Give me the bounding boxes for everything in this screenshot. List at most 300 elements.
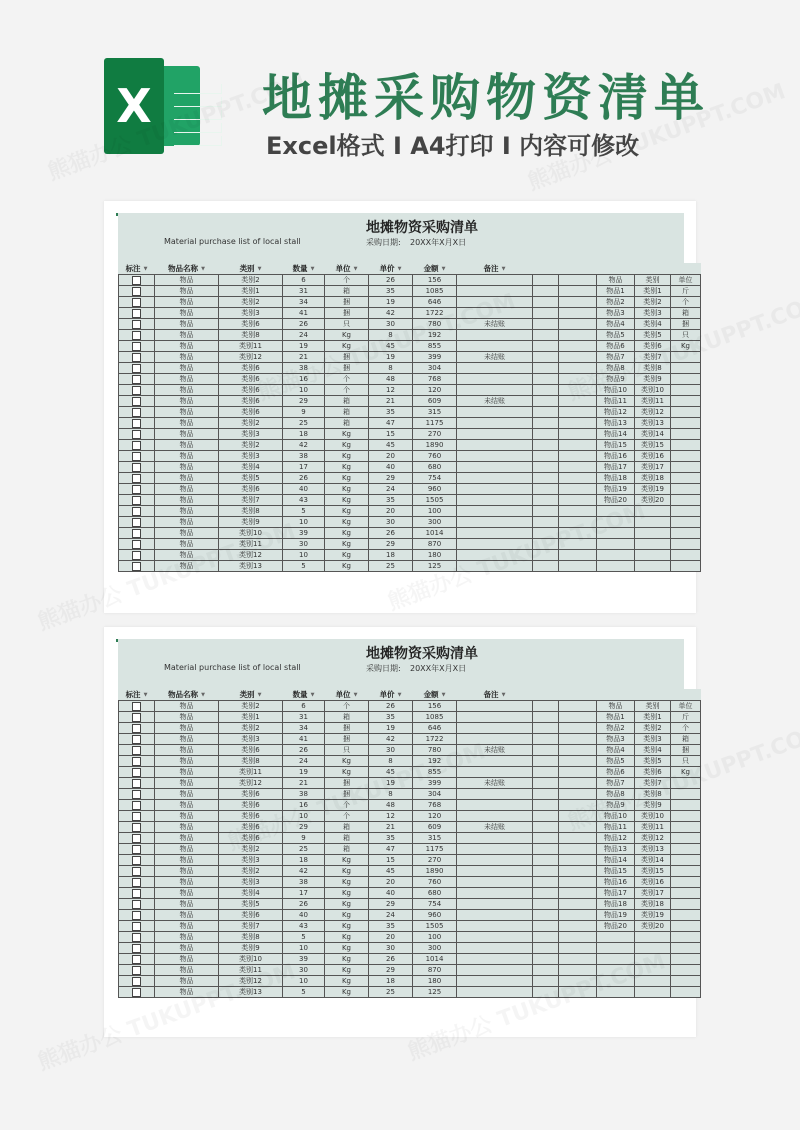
cell-cat[interactable]: 类别6 bbox=[219, 385, 283, 396]
cell-amount[interactable]: 180 bbox=[413, 550, 457, 561]
side-cell-unit[interactable] bbox=[671, 789, 701, 800]
cell-unit[interactable]: Kg bbox=[325, 767, 369, 778]
side-cell-unit[interactable] bbox=[671, 528, 701, 539]
cell-qty[interactable]: 39 bbox=[283, 528, 325, 539]
mark-checkbox-cell[interactable] bbox=[119, 308, 155, 319]
side-cell-category[interactable]: 类别15 bbox=[635, 440, 671, 451]
cell-name[interactable]: 物品 bbox=[155, 954, 219, 965]
cell-cat[interactable]: 类别12 bbox=[219, 352, 283, 363]
cell-qty[interactable]: 10 bbox=[283, 517, 325, 528]
side-cell-category[interactable] bbox=[635, 932, 671, 943]
cell-name[interactable]: 物品 bbox=[155, 374, 219, 385]
mark-checkbox-cell[interactable] bbox=[119, 910, 155, 921]
cell-qty[interactable]: 18 bbox=[283, 855, 325, 866]
mark-checkbox-cell[interactable] bbox=[119, 319, 155, 330]
mark-checkbox-cell[interactable] bbox=[119, 866, 155, 877]
cell-empty[interactable] bbox=[533, 374, 559, 385]
side-cell-unit[interactable] bbox=[671, 899, 701, 910]
cell-empty[interactable] bbox=[533, 352, 559, 363]
cell-cat[interactable]: 类别12 bbox=[219, 778, 283, 789]
cell-name[interactable]: 物品 bbox=[155, 484, 219, 495]
cell-amount[interactable]: 399 bbox=[413, 778, 457, 789]
cell-cat[interactable]: 类别3 bbox=[219, 734, 283, 745]
mark-checkbox-cell[interactable] bbox=[119, 561, 155, 572]
mark-checkbox-cell[interactable] bbox=[119, 888, 155, 899]
cell-qty[interactable]: 21 bbox=[283, 352, 325, 363]
cell-qty[interactable]: 10 bbox=[283, 976, 325, 987]
mark-checkbox-cell[interactable] bbox=[119, 987, 155, 998]
side-cell-item[interactable] bbox=[597, 976, 635, 987]
cell-qty[interactable]: 5 bbox=[283, 561, 325, 572]
cell-qty[interactable]: 29 bbox=[283, 396, 325, 407]
cell-qty[interactable]: 26 bbox=[283, 899, 325, 910]
side-cell-category[interactable]: 类别4 bbox=[635, 319, 671, 330]
cell-price[interactable]: 18 bbox=[369, 976, 413, 987]
cell-note[interactable] bbox=[457, 418, 533, 429]
side-cell-category[interactable]: 类别2 bbox=[635, 297, 671, 308]
side-cell-category[interactable] bbox=[635, 539, 671, 550]
cell-empty[interactable] bbox=[533, 723, 559, 734]
cell-empty[interactable] bbox=[559, 330, 597, 341]
cell-note[interactable] bbox=[457, 429, 533, 440]
filter-dropdown-icon[interactable]: ▼ bbox=[397, 692, 402, 698]
cell-note[interactable] bbox=[457, 462, 533, 473]
side-cell-item[interactable] bbox=[597, 506, 635, 517]
cell-empty[interactable] bbox=[533, 385, 559, 396]
cell-amount[interactable]: 120 bbox=[413, 385, 457, 396]
side-cell-item[interactable]: 物品3 bbox=[597, 734, 635, 745]
cell-price[interactable]: 15 bbox=[369, 429, 413, 440]
side-cell-category[interactable]: 类别19 bbox=[635, 910, 671, 921]
cell-note[interactable] bbox=[457, 363, 533, 374]
cell-amount[interactable]: 680 bbox=[413, 462, 457, 473]
side-cell-category[interactable]: 类别20 bbox=[635, 495, 671, 506]
mark-checkbox-cell[interactable] bbox=[119, 451, 155, 462]
cell-qty[interactable]: 24 bbox=[283, 330, 325, 341]
cell-price[interactable]: 19 bbox=[369, 352, 413, 363]
cell-cat[interactable]: 类别4 bbox=[219, 462, 283, 473]
side-cell-item[interactable]: 物品2 bbox=[597, 297, 635, 308]
mark-checkbox-cell[interactable] bbox=[119, 976, 155, 987]
cell-cat[interactable]: 类别3 bbox=[219, 429, 283, 440]
side-cell-unit[interactable]: 只 bbox=[671, 756, 701, 767]
mark-checkbox-cell[interactable] bbox=[119, 723, 155, 734]
side-cell-unit[interactable] bbox=[671, 976, 701, 987]
cell-empty[interactable] bbox=[533, 341, 559, 352]
cell-unit[interactable]: 捆 bbox=[325, 363, 369, 374]
cell-cat[interactable]: 类别12 bbox=[219, 550, 283, 561]
cell-empty[interactable] bbox=[533, 275, 559, 286]
cell-cat[interactable]: 类别2 bbox=[219, 701, 283, 712]
cell-name[interactable]: 物品 bbox=[155, 822, 219, 833]
cell-empty[interactable] bbox=[533, 877, 559, 888]
cell-note[interactable]: 未结账 bbox=[457, 396, 533, 407]
cell-empty[interactable] bbox=[559, 844, 597, 855]
cell-empty[interactable] bbox=[533, 756, 559, 767]
side-cell-item[interactable] bbox=[597, 539, 635, 550]
cell-note[interactable] bbox=[457, 888, 533, 899]
cell-name[interactable]: 物品 bbox=[155, 910, 219, 921]
side-cell-unit[interactable] bbox=[671, 877, 701, 888]
cell-empty[interactable] bbox=[533, 561, 559, 572]
cell-unit[interactable]: 捆 bbox=[325, 297, 369, 308]
cell-name[interactable]: 物品 bbox=[155, 341, 219, 352]
cell-qty[interactable]: 6 bbox=[283, 701, 325, 712]
side-cell-unit[interactable] bbox=[671, 451, 701, 462]
cell-cat[interactable]: 类别2 bbox=[219, 297, 283, 308]
cell-cat[interactable]: 类别6 bbox=[219, 789, 283, 800]
mark-checkbox-cell[interactable] bbox=[119, 855, 155, 866]
cell-empty[interactable] bbox=[559, 286, 597, 297]
checkbox[interactable] bbox=[132, 944, 141, 953]
cell-amount[interactable]: 270 bbox=[413, 855, 457, 866]
checkbox[interactable] bbox=[132, 452, 141, 461]
mark-checkbox-cell[interactable] bbox=[119, 429, 155, 440]
checkbox[interactable] bbox=[132, 988, 141, 997]
cell-empty[interactable] bbox=[533, 822, 559, 833]
side-cell-unit[interactable] bbox=[671, 888, 701, 899]
cell-cat[interactable]: 类别2 bbox=[219, 440, 283, 451]
mark-checkbox-cell[interactable] bbox=[119, 778, 155, 789]
cell-qty[interactable]: 38 bbox=[283, 877, 325, 888]
cell-amount[interactable]: 768 bbox=[413, 374, 457, 385]
cell-cat[interactable]: 类别1 bbox=[219, 712, 283, 723]
checkbox[interactable] bbox=[132, 845, 141, 854]
mark-checkbox-cell[interactable] bbox=[119, 539, 155, 550]
cell-price[interactable]: 35 bbox=[369, 921, 413, 932]
cell-empty[interactable] bbox=[559, 789, 597, 800]
cell-name[interactable]: 物品 bbox=[155, 800, 219, 811]
cell-note[interactable] bbox=[457, 506, 533, 517]
cell-empty[interactable] bbox=[559, 385, 597, 396]
cell-qty[interactable]: 34 bbox=[283, 723, 325, 734]
cell-qty[interactable]: 5 bbox=[283, 932, 325, 943]
side-cell-category[interactable] bbox=[635, 517, 671, 528]
mark-checkbox-cell[interactable] bbox=[119, 407, 155, 418]
cell-unit[interactable]: 箱 bbox=[325, 407, 369, 418]
cell-empty[interactable] bbox=[533, 800, 559, 811]
mark-checkbox-cell[interactable] bbox=[119, 418, 155, 429]
side-cell-category[interactable]: 类别12 bbox=[635, 833, 671, 844]
mark-checkbox-cell[interactable] bbox=[119, 517, 155, 528]
cell-unit[interactable]: 个 bbox=[325, 374, 369, 385]
cell-note[interactable] bbox=[457, 976, 533, 987]
side-cell-item[interactable] bbox=[597, 943, 635, 954]
cell-empty[interactable] bbox=[533, 506, 559, 517]
cell-note[interactable] bbox=[457, 484, 533, 495]
cell-empty[interactable] bbox=[559, 866, 597, 877]
cell-note[interactable] bbox=[457, 877, 533, 888]
cell-note[interactable] bbox=[457, 844, 533, 855]
cell-empty[interactable] bbox=[533, 330, 559, 341]
cell-qty[interactable]: 34 bbox=[283, 297, 325, 308]
cell-qty[interactable]: 5 bbox=[283, 506, 325, 517]
cell-cat[interactable]: 类别9 bbox=[219, 517, 283, 528]
side-cell-category[interactable]: 类别4 bbox=[635, 745, 671, 756]
cell-name[interactable]: 物品 bbox=[155, 701, 219, 712]
cell-price[interactable]: 30 bbox=[369, 745, 413, 756]
side-cell-item[interactable]: 物品9 bbox=[597, 800, 635, 811]
side-cell-item[interactable]: 物品12 bbox=[597, 833, 635, 844]
mark-checkbox-cell[interactable] bbox=[119, 275, 155, 286]
checkbox[interactable] bbox=[132, 386, 141, 395]
cell-unit[interactable]: 个 bbox=[325, 275, 369, 286]
cell-qty[interactable]: 29 bbox=[283, 822, 325, 833]
cell-unit[interactable]: Kg bbox=[325, 932, 369, 943]
cell-price[interactable]: 35 bbox=[369, 833, 413, 844]
cell-name[interactable]: 物品 bbox=[155, 308, 219, 319]
side-cell-category[interactable]: 类别9 bbox=[635, 800, 671, 811]
cell-unit[interactable]: 捆 bbox=[325, 723, 369, 734]
side-cell-unit[interactable]: 箱 bbox=[671, 734, 701, 745]
side-cell-unit[interactable] bbox=[671, 352, 701, 363]
cell-qty[interactable]: 16 bbox=[283, 374, 325, 385]
side-cell-item[interactable]: 物品 bbox=[597, 701, 635, 712]
side-cell-unit[interactable]: 箱 bbox=[671, 308, 701, 319]
cell-empty[interactable] bbox=[533, 866, 559, 877]
cell-empty[interactable] bbox=[533, 833, 559, 844]
cell-empty[interactable] bbox=[559, 407, 597, 418]
side-cell-item[interactable]: 物品7 bbox=[597, 352, 635, 363]
cell-amount[interactable]: 125 bbox=[413, 561, 457, 572]
cell-price[interactable]: 42 bbox=[369, 308, 413, 319]
side-cell-category[interactable]: 类别8 bbox=[635, 789, 671, 800]
cell-unit[interactable]: 只 bbox=[325, 745, 369, 756]
cell-amount[interactable]: 100 bbox=[413, 932, 457, 943]
cell-cat[interactable]: 类别2 bbox=[219, 275, 283, 286]
cell-name[interactable]: 物品 bbox=[155, 987, 219, 998]
cell-price[interactable]: 19 bbox=[369, 778, 413, 789]
cell-note[interactable] bbox=[457, 495, 533, 506]
side-cell-unit[interactable] bbox=[671, 429, 701, 440]
mark-checkbox-cell[interactable] bbox=[119, 396, 155, 407]
cell-amount[interactable]: 315 bbox=[413, 833, 457, 844]
side-cell-unit[interactable]: Kg bbox=[671, 767, 701, 778]
side-cell-category[interactable]: 类别3 bbox=[635, 734, 671, 745]
side-cell-item[interactable]: 物品6 bbox=[597, 341, 635, 352]
checkbox[interactable] bbox=[132, 911, 141, 920]
cell-qty[interactable]: 30 bbox=[283, 965, 325, 976]
checkbox[interactable] bbox=[132, 768, 141, 777]
mark-checkbox-cell[interactable] bbox=[119, 833, 155, 844]
cell-note[interactable] bbox=[457, 811, 533, 822]
cell-amount[interactable]: 609 bbox=[413, 822, 457, 833]
side-cell-item[interactable]: 物品17 bbox=[597, 462, 635, 473]
cell-empty[interactable] bbox=[559, 767, 597, 778]
cell-qty[interactable]: 38 bbox=[283, 451, 325, 462]
cell-note[interactable] bbox=[457, 308, 533, 319]
cell-qty[interactable]: 39 bbox=[283, 954, 325, 965]
side-cell-item[interactable]: 物品7 bbox=[597, 778, 635, 789]
cell-cat[interactable]: 类别2 bbox=[219, 723, 283, 734]
side-cell-item[interactable]: 物品15 bbox=[597, 440, 635, 451]
cell-unit[interactable]: Kg bbox=[325, 855, 369, 866]
side-cell-item[interactable]: 物品5 bbox=[597, 330, 635, 341]
cell-qty[interactable]: 17 bbox=[283, 462, 325, 473]
side-cell-item[interactable]: 物品14 bbox=[597, 855, 635, 866]
cell-empty[interactable] bbox=[559, 701, 597, 712]
cell-qty[interactable]: 16 bbox=[283, 800, 325, 811]
side-cell-category[interactable]: 类别9 bbox=[635, 374, 671, 385]
cell-cat[interactable]: 类别2 bbox=[219, 844, 283, 855]
checkbox[interactable] bbox=[132, 496, 141, 505]
side-cell-item[interactable]: 物品 bbox=[597, 275, 635, 286]
cell-price[interactable]: 45 bbox=[369, 440, 413, 451]
cell-cat[interactable]: 类别9 bbox=[219, 943, 283, 954]
cell-name[interactable]: 物品 bbox=[155, 517, 219, 528]
side-cell-unit[interactable] bbox=[671, 418, 701, 429]
cell-amount[interactable]: 1085 bbox=[413, 286, 457, 297]
cell-unit[interactable]: 捆 bbox=[325, 778, 369, 789]
side-cell-unit[interactable] bbox=[671, 517, 701, 528]
cell-empty[interactable] bbox=[559, 954, 597, 965]
cell-empty[interactable] bbox=[559, 778, 597, 789]
cell-amount[interactable]: 960 bbox=[413, 910, 457, 921]
mark-checkbox-cell[interactable] bbox=[119, 374, 155, 385]
cell-price[interactable]: 29 bbox=[369, 899, 413, 910]
checkbox[interactable] bbox=[132, 878, 141, 887]
mark-checkbox-cell[interactable] bbox=[119, 473, 155, 484]
cell-name[interactable]: 物品 bbox=[155, 811, 219, 822]
cell-price[interactable]: 12 bbox=[369, 385, 413, 396]
cell-empty[interactable] bbox=[559, 756, 597, 767]
cell-name[interactable]: 物品 bbox=[155, 539, 219, 550]
cell-empty[interactable] bbox=[533, 745, 559, 756]
checkbox[interactable] bbox=[132, 518, 141, 527]
checkbox[interactable] bbox=[132, 485, 141, 494]
side-cell-unit[interactable]: 单位 bbox=[671, 275, 701, 286]
side-cell-category[interactable]: 类别5 bbox=[635, 330, 671, 341]
cell-price[interactable]: 24 bbox=[369, 484, 413, 495]
cell-amount[interactable]: 120 bbox=[413, 811, 457, 822]
cell-amount[interactable]: 646 bbox=[413, 723, 457, 734]
cell-amount[interactable]: 1014 bbox=[413, 954, 457, 965]
cell-price[interactable]: 30 bbox=[369, 943, 413, 954]
cell-name[interactable]: 物品 bbox=[155, 888, 219, 899]
cell-unit[interactable]: Kg bbox=[325, 440, 369, 451]
checkbox[interactable] bbox=[132, 397, 141, 406]
cell-unit[interactable]: 箱 bbox=[325, 418, 369, 429]
cell-unit[interactable]: 捆 bbox=[325, 352, 369, 363]
checkbox[interactable] bbox=[132, 463, 141, 472]
cell-empty[interactable] bbox=[533, 539, 559, 550]
cell-amount[interactable]: 1085 bbox=[413, 712, 457, 723]
side-cell-item[interactable] bbox=[597, 987, 635, 998]
cell-price[interactable]: 40 bbox=[369, 462, 413, 473]
cell-qty[interactable]: 17 bbox=[283, 888, 325, 899]
checkbox[interactable] bbox=[132, 856, 141, 865]
cell-cat[interactable]: 类别8 bbox=[219, 932, 283, 943]
cell-amount[interactable]: 855 bbox=[413, 767, 457, 778]
cell-cat[interactable]: 类别6 bbox=[219, 396, 283, 407]
cell-empty[interactable] bbox=[533, 910, 559, 921]
cell-empty[interactable] bbox=[533, 701, 559, 712]
cell-qty[interactable]: 10 bbox=[283, 943, 325, 954]
side-cell-item[interactable]: 物品12 bbox=[597, 407, 635, 418]
cell-empty[interactable] bbox=[533, 517, 559, 528]
side-cell-category[interactable]: 类别11 bbox=[635, 822, 671, 833]
side-cell-unit[interactable] bbox=[671, 866, 701, 877]
cell-price[interactable]: 15 bbox=[369, 855, 413, 866]
side-cell-category[interactable]: 类别 bbox=[635, 275, 671, 286]
side-cell-item[interactable]: 物品9 bbox=[597, 374, 635, 385]
side-cell-item[interactable]: 物品10 bbox=[597, 385, 635, 396]
cell-qty[interactable]: 41 bbox=[283, 734, 325, 745]
cell-name[interactable]: 物品 bbox=[155, 723, 219, 734]
cell-amount[interactable]: 192 bbox=[413, 330, 457, 341]
cell-amount[interactable]: 768 bbox=[413, 800, 457, 811]
side-cell-unit[interactable] bbox=[671, 539, 701, 550]
cell-unit[interactable]: Kg bbox=[325, 888, 369, 899]
filter-dropdown-icon[interactable]: ▼ bbox=[143, 692, 148, 698]
cell-name[interactable]: 物品 bbox=[155, 866, 219, 877]
mark-checkbox-cell[interactable] bbox=[119, 965, 155, 976]
cell-empty[interactable] bbox=[559, 811, 597, 822]
cell-note[interactable] bbox=[457, 330, 533, 341]
cell-empty[interactable] bbox=[533, 429, 559, 440]
cell-name[interactable]: 物品 bbox=[155, 778, 219, 789]
cell-unit[interactable]: 箱 bbox=[325, 833, 369, 844]
checkbox[interactable] bbox=[132, 724, 141, 733]
cell-name[interactable]: 物品 bbox=[155, 462, 219, 473]
cell-empty[interactable] bbox=[533, 528, 559, 539]
cell-empty[interactable] bbox=[559, 899, 597, 910]
side-cell-item[interactable]: 物品19 bbox=[597, 910, 635, 921]
checkbox[interactable] bbox=[132, 746, 141, 755]
side-cell-unit[interactable] bbox=[671, 921, 701, 932]
cell-amount[interactable]: 870 bbox=[413, 965, 457, 976]
cell-price[interactable]: 45 bbox=[369, 866, 413, 877]
cell-note[interactable] bbox=[457, 866, 533, 877]
cell-empty[interactable] bbox=[533, 899, 559, 910]
cell-qty[interactable]: 42 bbox=[283, 866, 325, 877]
cell-price[interactable]: 25 bbox=[369, 561, 413, 572]
side-cell-item[interactable]: 物品8 bbox=[597, 789, 635, 800]
cell-cat[interactable]: 类别11 bbox=[219, 767, 283, 778]
checkbox[interactable] bbox=[132, 276, 141, 285]
cell-note[interactable] bbox=[457, 987, 533, 998]
cell-price[interactable]: 48 bbox=[369, 800, 413, 811]
cell-cat[interactable]: 类别6 bbox=[219, 484, 283, 495]
side-cell-item[interactable] bbox=[597, 954, 635, 965]
cell-note[interactable] bbox=[457, 297, 533, 308]
cell-empty[interactable] bbox=[559, 712, 597, 723]
cell-price[interactable]: 12 bbox=[369, 811, 413, 822]
cell-unit[interactable]: Kg bbox=[325, 539, 369, 550]
cell-note[interactable] bbox=[457, 800, 533, 811]
side-cell-item[interactable]: 物品10 bbox=[597, 811, 635, 822]
cell-name[interactable]: 物品 bbox=[155, 297, 219, 308]
cell-amount[interactable]: 100 bbox=[413, 506, 457, 517]
mark-checkbox-cell[interactable] bbox=[119, 286, 155, 297]
cell-note[interactable] bbox=[457, 407, 533, 418]
cell-qty[interactable]: 26 bbox=[283, 473, 325, 484]
cell-empty[interactable] bbox=[559, 297, 597, 308]
cell-price[interactable]: 20 bbox=[369, 932, 413, 943]
cell-unit[interactable]: Kg bbox=[325, 987, 369, 998]
cell-note[interactable] bbox=[457, 528, 533, 539]
cell-unit[interactable]: 只 bbox=[325, 319, 369, 330]
cell-cat[interactable]: 类别6 bbox=[219, 811, 283, 822]
cell-name[interactable]: 物品 bbox=[155, 275, 219, 286]
cell-empty[interactable] bbox=[559, 943, 597, 954]
checkbox[interactable] bbox=[132, 529, 141, 538]
cell-qty[interactable]: 26 bbox=[283, 745, 325, 756]
cell-cat[interactable]: 类别6 bbox=[219, 822, 283, 833]
side-cell-unit[interactable] bbox=[671, 954, 701, 965]
cell-name[interactable]: 物品 bbox=[155, 286, 219, 297]
side-cell-item[interactable]: 物品15 bbox=[597, 866, 635, 877]
